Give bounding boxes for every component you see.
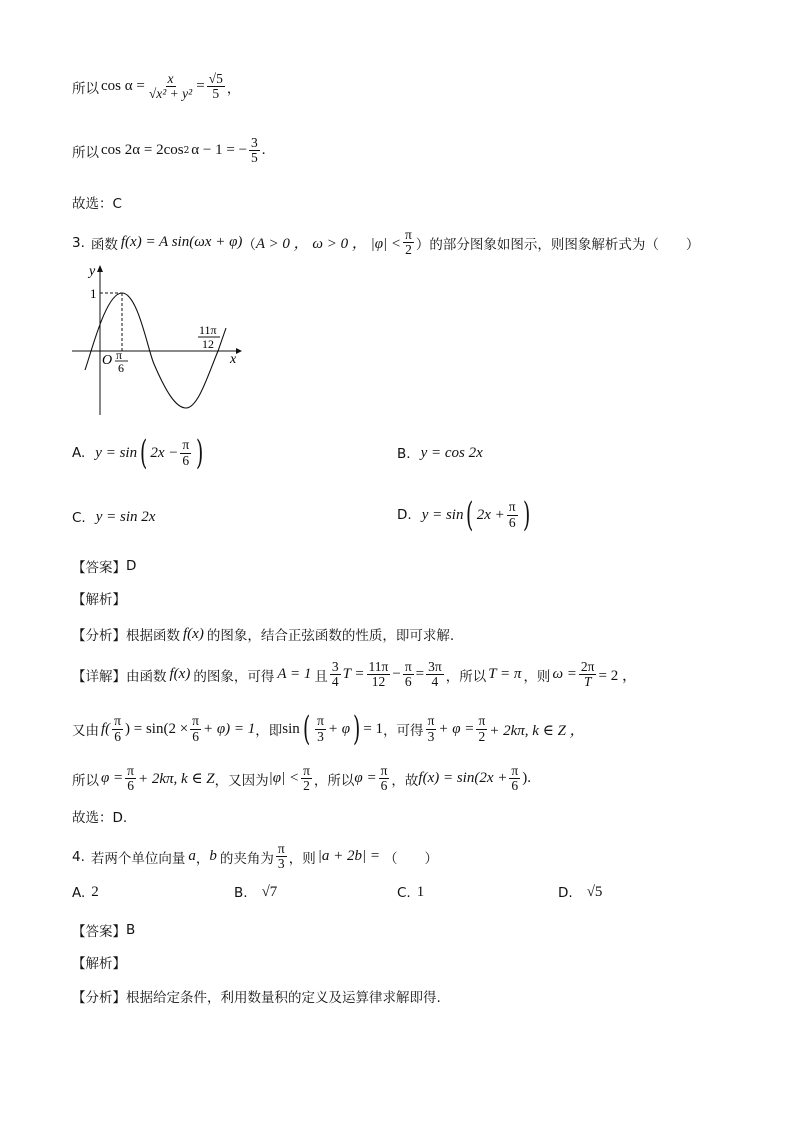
answer-tag: 【答案】 <box>72 560 126 576</box>
tick1-num: π <box>116 348 123 362</box>
option-value: 1 <box>416 884 425 900</box>
paren-open: （ <box>242 236 256 253</box>
math: T = π <box>488 666 522 683</box>
fraction: $\frac{2\pi}{T}$ <box>580 659 595 690</box>
fraction: $\frac{\pi}{2}$ <box>405 227 412 258</box>
option-key: C. <box>72 509 86 526</box>
text: 又由 <box>72 723 99 739</box>
fenxi-text: 的图象，结合正弦函数的性质，即可求解. <box>206 628 455 644</box>
option-inner: 2x + <box>476 506 505 523</box>
math: |φ| < <box>268 770 300 787</box>
detail-tag: 【详解】 <box>72 668 126 685</box>
math: ) = sin(2 × <box>125 720 189 737</box>
paren-open: ( <box>466 495 474 535</box>
y-label: y <box>89 264 96 279</box>
q4-option-d <box>558 884 602 901</box>
function-ref: f(x) <box>169 666 191 683</box>
option-expr: y = sin 2x <box>95 509 156 525</box>
x-label: x <box>230 352 237 367</box>
q4-answer <box>72 920 135 940</box>
answer-tag: 【答案】 <box>72 924 126 940</box>
stem-text: ，则 <box>288 850 316 867</box>
q3-option-d <box>397 495 533 535</box>
fraction: $\frac{\pi}{6}$ <box>114 713 121 744</box>
tick2-den: 12 <box>202 337 214 351</box>
stem-text: 的部分图象如图示，则图象解析式为（ ） <box>429 236 700 253</box>
answer-value: B <box>126 922 136 938</box>
option-key: C. <box>397 884 411 901</box>
math: ). <box>522 770 531 787</box>
step-cos-alpha <box>72 72 240 101</box>
text: ，所以 <box>313 772 355 789</box>
fraction: $\frac{\pi}{6}$ <box>508 499 516 530</box>
question-number: 4. <box>72 848 85 865</box>
paren-open: ( <box>302 709 311 749</box>
q3-detail-line1 <box>72 660 637 689</box>
fraction: $\frac{3\pi}{4}$ <box>428 659 442 690</box>
math: = 2 ， <box>598 668 637 685</box>
math: + φ = <box>438 720 475 737</box>
text: ，所以 <box>445 668 487 685</box>
text: ，即 <box>255 723 283 739</box>
step-cos2alpha <box>72 136 266 165</box>
option-expr: y = sin <box>95 444 138 461</box>
fraction: $\frac{x}{\text{√x² + y²}}$ <box>148 71 193 102</box>
paren-close: ) <box>522 495 530 535</box>
vector-a: a <box>188 848 196 865</box>
q3-stem <box>72 228 699 257</box>
step-label: 所以 <box>72 144 99 161</box>
stem-text: 的夹角为 <box>219 850 274 867</box>
q4-fenxi <box>72 986 441 1006</box>
fraction: $\frac{\pi}{3}$ <box>427 713 435 744</box>
sine-graph <box>68 260 248 420</box>
math-expr: |a + 2b| = <box>317 848 380 865</box>
q4-option-b <box>234 884 277 901</box>
fenxi-text: 根据给定条件，利用数量积的定义及运算律求解即得. <box>126 990 441 1006</box>
conditions: A > 0 ， ω > 0 ， |φ| < <box>255 236 402 253</box>
stem-text: 函数 <box>90 236 118 253</box>
punct: ， <box>226 80 241 97</box>
fraction: $\frac{\pi}{3}$ <box>317 713 324 744</box>
math: A = 1 <box>277 666 312 683</box>
option-key: D. <box>558 884 573 901</box>
stem-text: 若两个单位向量 <box>90 850 186 867</box>
punct: ， <box>195 850 210 867</box>
tick1-den: 6 <box>118 361 124 375</box>
math: + φ) = 1 <box>203 720 256 737</box>
math-mid: α − 1 = − <box>191 142 248 159</box>
q3-answer <box>72 556 136 576</box>
math: = <box>415 666 425 683</box>
option-value: √7 <box>261 884 278 900</box>
answer-prev: 故选：C <box>72 196 122 212</box>
q4-analysis-tag: 【解析】 <box>72 956 126 972</box>
option-key: A. <box>72 884 86 901</box>
option-expr: y = sin <box>421 506 464 523</box>
math: = 1 <box>363 720 384 737</box>
q3-detail-line2 <box>72 709 585 749</box>
math: φ = <box>354 770 377 787</box>
text: 所以 <box>72 772 99 789</box>
fraction: $\frac{√5}{5}$ <box>208 71 223 102</box>
math: + 2kπ, k ∈ Z ， <box>489 722 585 739</box>
option-value: 2 <box>91 884 99 900</box>
paren-close: ） <box>415 236 430 253</box>
fraction: $\frac{\pi}{6}$ <box>182 437 190 468</box>
option-inner: 2x − <box>150 444 179 461</box>
fraction: $\frac{\pi}{2}$ <box>478 713 486 744</box>
fraction: $\frac{\pi}{6}$ <box>192 713 199 744</box>
vector-b: b <box>209 848 217 865</box>
text: 由函数 <box>126 668 167 685</box>
option-key: B. <box>234 884 248 901</box>
math: f(x) = sin(2x + <box>418 770 508 787</box>
fraction: $\frac{\pi}{3}$ <box>277 841 285 872</box>
option-expr: y = cos 2x <box>420 445 483 461</box>
tick2-num: 11π <box>199 323 217 337</box>
math: − <box>392 666 401 683</box>
fraction: $\frac{\pi}{2}$ <box>303 763 310 794</box>
math: + 2kπ, k ∈ Z <box>138 771 215 788</box>
q4-option-a <box>72 884 99 901</box>
q3-detail-line3 <box>72 764 531 793</box>
math: f( <box>101 720 111 737</box>
text: ，则 <box>523 668 551 685</box>
q3-fenxi <box>72 624 454 644</box>
text: 的图象，可得 <box>193 668 275 685</box>
fraction: $\frac{\pi}{6}$ <box>511 763 519 794</box>
fenxi-tag: 【分析】 <box>72 990 126 1006</box>
q4-stem <box>72 842 438 871</box>
punct: . <box>261 142 266 159</box>
math-lhs: cos α = <box>101 78 145 95</box>
function-expr: f(x) = A sin(ωx + φ) <box>120 234 243 251</box>
q3-option-c <box>72 509 155 526</box>
origin-label: O <box>102 353 113 368</box>
option-key: A. <box>72 445 86 461</box>
y-axis-arrow <box>97 265 103 272</box>
q3-analysis-tag: 【解析】 <box>72 592 126 608</box>
fenxi-text: 根据函数 <box>126 628 180 644</box>
fraction: $\frac{11\pi}{12}$ <box>368 659 389 690</box>
option-value: √5 <box>586 884 603 900</box>
text: 且 <box>314 668 328 685</box>
question-number: 3. <box>72 234 85 251</box>
text: ，故 <box>391 772 419 789</box>
equals-sign: = <box>196 78 205 95</box>
option-key: B. <box>397 445 411 462</box>
math: φ = <box>101 770 124 787</box>
fraction: $\frac{\pi}{6}$ <box>127 763 134 794</box>
option-key: D. <box>397 507 412 523</box>
fraction: $\frac{\pi}{6}$ <box>380 763 388 794</box>
peak-label: 1 <box>90 286 97 301</box>
fenxi-tag: 【分析】 <box>72 628 126 644</box>
paren-open: ( <box>140 433 148 473</box>
q3-option-a <box>72 433 206 473</box>
function-ref: f(x) <box>183 625 204 642</box>
text: ，可得 <box>383 723 424 739</box>
text: ，又因为 <box>214 772 269 789</box>
stem-text: （ ） <box>383 850 438 867</box>
answer-value: D <box>126 558 137 574</box>
math-lhs: cos 2α = 2cos <box>101 142 184 159</box>
math: + φ <box>327 720 351 737</box>
math: T = <box>342 666 365 683</box>
paren-close: ) <box>196 433 204 473</box>
q3-option-b <box>397 445 483 462</box>
step-label: 所以 <box>72 80 99 97</box>
x-axis-arrow <box>236 348 242 354</box>
fraction: $\frac{3}{4}$ <box>331 659 339 690</box>
q3-final: 故选：D. <box>72 810 128 826</box>
superscript: 2 <box>183 145 190 156</box>
math: sin <box>282 720 300 737</box>
paren-close: ) <box>353 709 361 749</box>
q4-option-c <box>397 884 424 901</box>
fraction: $\frac{3}{5}$ <box>251 135 258 166</box>
math: ω = <box>552 666 577 683</box>
fraction: $\frac{\pi}{6}$ <box>404 659 412 690</box>
